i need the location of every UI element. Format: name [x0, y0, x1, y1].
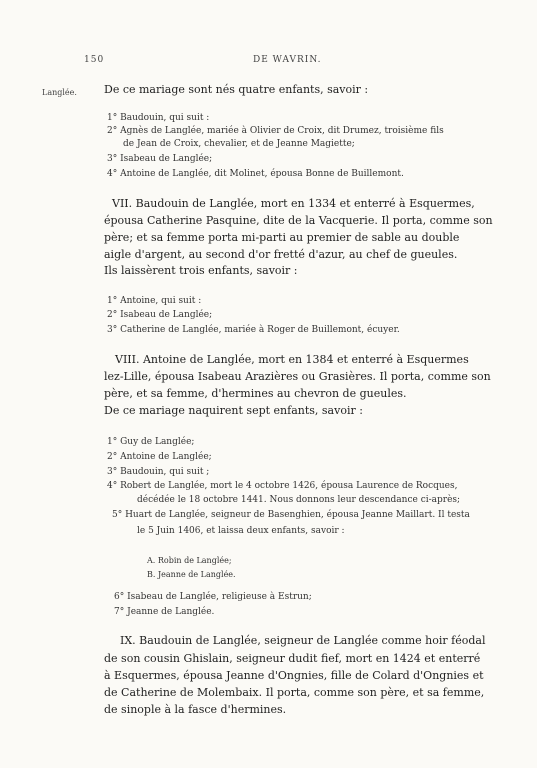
text-line: décédée le 18 octobre 1441. Nous donnons leur descendance ci-après; — [137, 495, 461, 505]
text-line: De ce mariage naquirent sept enfants, savoir : — [104, 404, 363, 417]
text-line: 5° Huart de Langlée, seigneur de Basenghien, épousa Jeanne Maillart. Il testa — [112, 510, 470, 520]
text-line: B. Jeanne de Langlée. — [147, 570, 236, 579]
text-line: 2° Agnès de Langlée, mariée à Olivier de Croix, dit Drumez, troisième fils — [107, 126, 444, 136]
text-line: lez-Lille, épousa Isabeau Arazières ou Grasières. Il porta, comme son — [104, 370, 491, 383]
text-line: 1° Guy de Langlée; — [107, 437, 195, 447]
text-line: le 5 Juin 1406, et laissa deux enfants, savoir : — [137, 526, 345, 536]
text-line: VII. Baudouin de Langlée, mort en 1334 et enterré à Esquermes, — [112, 197, 475, 210]
text-line: de sinople à la fasce d'hermines. — [104, 703, 287, 716]
text-line: 4° Robert de Langlée, mort le 4 octobre 1426, épousa Laurence de Rocques, — [107, 481, 458, 491]
running-title: DE WAVRIN. — [253, 55, 322, 65]
text-line: 3° Baudouin, qui suit ; — [107, 467, 210, 477]
text-line: père; et sa femme porta mi-parti au premier de sable au double — [104, 231, 460, 244]
text-line: épousa Catherine Pasquine, dite de la Vacquerie. Il porta, comme son — [104, 214, 493, 227]
text-line: 4° Antoine de Langlée, dit Molinet, épousa Bonne de Buillemont. — [107, 169, 404, 179]
text-line: 7° Jeanne de Langlée. — [114, 607, 215, 617]
text-line: de Catherine de Molembaix. Il porta, comme son père, et sa femme, — [104, 686, 485, 699]
text-line: VIII. Antoine de Langlée, mort en 1384 et enterré à Esquermes — [115, 353, 469, 366]
text-line: 2° Isabeau de Langlée; — [107, 310, 213, 320]
text-line: à Esquermes, épousa Jeanne d'Ongnies, fille de Colard d'Ongnies et — [104, 669, 484, 682]
text-line: de Jean de Croix, chevalier, et de Jeanne Magiette; — [123, 139, 355, 149]
text-line: de son cousin Ghislain, seigneur dudit fief, mort en 1424 et enterré — [104, 652, 481, 665]
text-line: aigle d'argent, au second d'or fretté d'azur, au chef de gueules. — [104, 248, 458, 261]
margin-note: Langlée. — [42, 88, 77, 97]
text-line: 1° Antoine, qui suit : — [107, 296, 202, 306]
text-line: 3° Isabeau de Langlée; — [107, 154, 213, 164]
text-line: 1° Baudouin, qui suit : — [107, 113, 210, 123]
text-line: A. Robin de Langlée; — [147, 556, 232, 565]
page-number: 150 — [84, 55, 105, 65]
text-line: Ils laissèrent trois enfants, savoir : — [104, 264, 298, 277]
text-line: 6° Isabeau de Langlée, religieuse à Estrun; — [114, 592, 312, 602]
text-line: IX. Baudouin de Langlée, seigneur de Langlée comme hoir féodal — [120, 634, 486, 647]
text-line: De ce mariage sont nés quatre enfants, savoir : — [104, 83, 369, 96]
text-line: 3° Catherine de Langlée, mariée à Roger de Buillemont, écuyer. — [107, 325, 400, 335]
text-line: 2° Antoine de Langlée; — [107, 452, 212, 462]
text-line: père, et sa femme, d'hermines au chevron de gueules. — [104, 387, 407, 400]
